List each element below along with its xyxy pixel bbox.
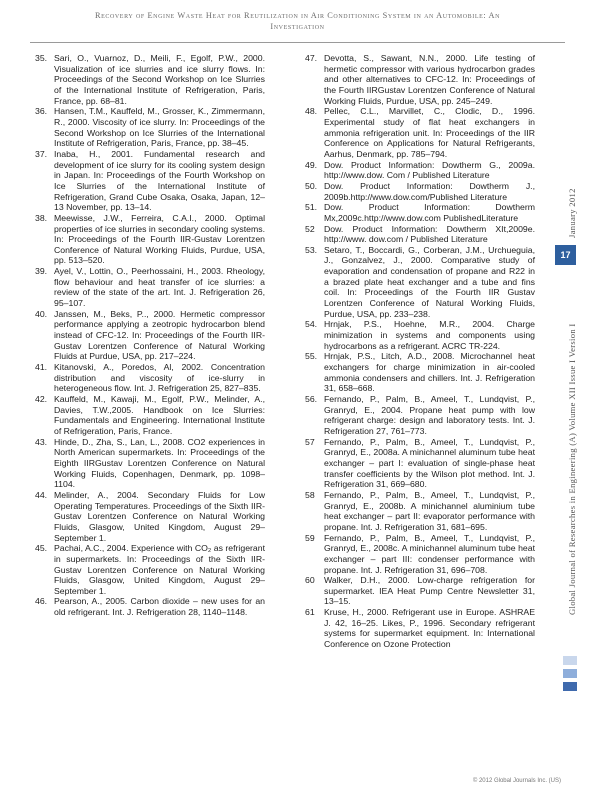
reference-entry — [305, 160, 535, 181]
reference-number: 42. — [35, 394, 48, 404]
reference-text: Hrnjak, P.S., Hoehne, M.R., 2004. Charge minimization in systems and components using hydrocarbons as a refrigerant. ACRC TR-224. — [324, 319, 535, 351]
sidebar-journal-title: Global Journal of Researches in Engineering (A) Volume XII Issue I Version I — [567, 323, 577, 615]
reference-text: Fernando, P., Palm, B., Ameel, T., Lundqvist, P., Granryd, E., 2008c. A minichannel aluminum tube heat exchanger – part III: condenser performance with propane. Int. J. Refrigeration 31, 696–708. — [324, 532, 535, 575]
reference-text: Pearson, A., 2005. Carbon dioxide – new uses for an old refrigerant. Int. J. Refrigeration 28, 1140–1148. — [54, 596, 265, 618]
reference-text: Dow. Product Information: Dowtherm J., 2009b.http://www.dow.com/Published Literature — [324, 180, 535, 202]
reference-number: 49. — [305, 159, 318, 170]
reference-entry — [305, 351, 535, 394]
reference-number: 59 — [305, 532, 315, 543]
reference-entry — [35, 543, 265, 596]
running-header-line1: Recovery of Engine Waste Heat for Reutilization in Air Conditioning System in an Automobile: An — [94, 11, 501, 20]
reference-text: Kauffeld, M., Kawaji, M., Egolf, P.W., Melinder, A., Davies, T.W.,2005. Handbook on Ice Slurries: Fundamentals and Engineering. International Institute of Refrigeration, Paris, France. — [54, 394, 265, 436]
reference-text: Inaba, H., 2001. Fundamental research and development of ice slurry for its cooling system design in Japan. In: Proceedings of the Fourth Workshop on Ice Slurries of the International Institute of Refrigeration, Grand Cube Osaka, Osaka, Japan, 12–13 November, pp. 13–14. — [54, 148, 265, 213]
reference-text: Dow. Product Information: Dowtherm G., 2009a. http://www.dow. Com / Published Literature — [324, 159, 535, 181]
reference-number: 58 — [305, 489, 315, 500]
reference-text: Kruse, H., 2000. Refrigerant use in Europe. ASHRAE J. 42, 16–25. Likes, P., 1996. Secondary refrigerant systems for supermarket equipment. In: International Conference on Ozone Protection — [324, 607, 535, 650]
reference-text: Dow. Product Information: Dowtherm Mx,2009c.http://www.dow.com PublishedLiterature — [324, 202, 535, 223]
reference-text: Devotta, S., Sawant, N.N., 2000. Life testing of hermetic compressor with various hydrocarbon grades and other alternatives to CFC-12. In: Proceedings of the Fourth IIRGustav Lorentzen Conference of Natural Working Fluids, Purdue, USA, pp. 245–249. — [324, 53, 535, 106]
reference-entry — [305, 437, 535, 490]
reference-text: Meewisse, J.W., Ferreira, C.A.I., 2000. Optimal properties of ice slurries in secondary cooling systems. In: Proceedings of the Fourth IIR-Gustav Lorentzen Conference of Natural Working Fluids, Purdue, USA, pp. 513–520. — [54, 212, 265, 266]
reference-entry — [35, 266, 265, 309]
reference-number: 44. — [35, 489, 48, 500]
reference-number: 47. — [305, 53, 318, 63]
reference-text: Sari, O., Vuarnoz, D., Meili, F., Egolf, P.W., 2000. Visualization of ice slurries and ice slurry flows. In: Proceedings of the Second Workshop on Ice Slurries of the International Institute of Refrigeration, Paris, France, pp. 68–81. — [54, 53, 265, 106]
reference-entry — [305, 319, 535, 351]
reference-number: 45. — [35, 543, 48, 554]
reference-entry — [35, 309, 265, 362]
reference-entry — [305, 533, 535, 576]
reference-entry — [305, 575, 535, 607]
reference-number: 38. — [35, 212, 48, 223]
reference-text: Melinder, A., 2004. Secondary Fluids for Low Operating Temperatures. Proceedings of the Sixth IIR-Gustav Lorentzen Conference on Natural Working Fluids, Glasgow, United Kingdom, August 29–September 1. — [54, 489, 265, 543]
reference-number: 37. — [35, 148, 48, 159]
reference-number: 61 — [305, 607, 315, 618]
reference-number: 60 — [305, 575, 315, 586]
reference-number: 43. — [35, 436, 48, 447]
decorative-square-light — [563, 656, 577, 665]
reference-text: Setaro, T., Boccardi, G., Corberan, J.M., Urchueguia, J., Gonzalvez, J., 2000. Comparative study of evaporation and condensation of propane and R22 in a brazed plate heat exchanger and a tube and fins coil. In: Proceedings of the Fourth IIR Gustav Lorentzen Conference of Natural Working Fluids, Purdue, USA, pp. 233–238. — [324, 244, 535, 319]
reference-entry — [305, 202, 535, 223]
reference-number: 53. — [305, 244, 318, 255]
decorative-square-mid — [563, 669, 577, 678]
reference-entry — [305, 181, 535, 202]
decorative-square-dark — [563, 682, 577, 691]
reference-entry — [35, 106, 265, 149]
reference-entry — [305, 394, 535, 437]
reference-entry — [35, 394, 265, 437]
reference-number: 41. — [35, 362, 48, 373]
reference-entry — [35, 213, 265, 266]
reference-text: Ayel, V., Lottin, O., Peerhossaini, H., 2003. Rheology, flow behaviour and heat transfer of ice slurries: a review of the state of the art. Int. J. Refrigeration 26, 95–107. — [54, 266, 265, 309]
references-right-column — [305, 53, 535, 650]
reference-number: 46. — [35, 596, 48, 607]
reference-text: Kitanovski, A., Poredos, Al, 2002. Concentration distribution and viscosity of ice-slurry in heterogeneous flow. Int. J. Refrigeration 25, 827–835. — [54, 362, 265, 394]
reference-entry — [305, 607, 535, 650]
reference-entry — [305, 53, 535, 106]
reference-number: 50. — [305, 180, 318, 191]
reference-entry — [305, 106, 535, 159]
running-header — [0, 10, 595, 32]
references-left-column — [35, 53, 265, 618]
reference-text: Janssen, M., Beks, P.., 2000. Hermetic compressor performance applying a zeotropic hydrocarbon blend instead of CFC-12. In: Proceedings of the Fourth IIR-Gustav Lorentzen Conference of Natural Working Fluids at Purdue, USA, pp. 217–224. — [54, 308, 265, 362]
reference-entry — [35, 362, 265, 394]
reference-number: 57 — [305, 436, 315, 447]
reference-number: 55. — [305, 351, 318, 362]
reference-entry — [35, 53, 265, 106]
reference-text: Pellec, C.L., Marvillet, C., Clodic, D., 1996. Experimental study of flat heat exchangers in ammonia refrigeration unit. In: Proceedings of the IIR Conference on Applications for Natural Refrigerants, Aarhus, Denmark, pp. 785–794. — [324, 106, 535, 159]
running-header-line2: Investigation — [270, 22, 325, 31]
copyright-footer: © 2012 Global Journals Inc. (US) — [472, 778, 561, 784]
header-divider — [30, 42, 565, 43]
reference-text: Walker, D.H., 2000. Low-charge refrigeration for supermarket. IEA Heat Pump Centre Newsletter 31, 13–15. — [324, 575, 535, 607]
reference-text: Hinde, D., Zha, S., Lan, L., 2008. CO2 experiences in North American supermarkets. In: Proceedings of the Eighth IIRGustav Lorentzen Conference on Natural Working Fluids, Copenhagen, Denmark, pp. 1098–1104. — [54, 436, 265, 490]
reference-number: 52 — [305, 223, 315, 234]
reference-number: 51. — [305, 202, 318, 213]
reference-entry — [35, 437, 265, 490]
reference-entry — [35, 490, 265, 543]
reference-number: 36. — [35, 106, 48, 117]
reference-text: Hrnjak, P.S., Litch, A.D., 2008. Microchannel heat exchangers for charge minimization in air-cooled ammonia condensers and chillers. Int. J. Refrigeration 31, 658–668. — [324, 351, 535, 394]
reference-entry — [305, 245, 535, 320]
reference-text: Dow. Product Information: Dowtherm XIt,2009e. http://www. dow.com / Published Literature — [324, 223, 535, 245]
sidebar-date: January 2012 — [567, 188, 577, 238]
reference-text: Pachai, A.C., 2004. Experience with CO₂ as refrigerant in supermarkets. In: Proceedings of the Sixth IIR-Gustav Lorentzen Conference on Natural Working Fluids, Glasgow, United Kingdom, August 29–September 1. — [54, 543, 265, 596]
reference-text: Fernando, P., Palm, B., Ameel, T., Lundqvist, P., Granryd, E., 2008b. A minichannel aluminium tube heat exchanger – part II: evaporator performance with propane. Int. J. Refrigeration 31, 681–695. — [324, 489, 535, 532]
reference-number: 56. — [305, 394, 318, 404]
reference-entry — [35, 149, 265, 213]
reference-text: Hansen, T.M., Kauffeld, M., Grosser, K., Zimmermann, R., 2000. Viscosity of ice slurry. In: Proceedings of the Second Workshop on Ice Slurries of the International Institute of Refrigeration, Paris, France, pp. 38–45. — [54, 106, 265, 149]
reference-number: 54. — [305, 319, 318, 330]
reference-text: Fernando, P., Palm, B., Ameel, T., Lundqvist, P., Granryd, E., 2008a. A minichannel aluminum tube heat exchanger – part I: evaluation of single-phase heat transfer coefficients by the Wilson plot method. Int. J. Refrigeration 31, 669–680. — [324, 436, 535, 490]
reference-text: Fernando, P., Palm, B., Ameel, T., Lundqvist, P., Granryd, E., 2004. Propane heat pump with low refrigerant charge: design and laboratory tests. Int. J. Refrigeration 27, 761–773. — [324, 394, 535, 436]
reference-entry — [305, 490, 535, 533]
reference-number: 40. — [35, 308, 48, 319]
page-number-badge: 17 — [555, 245, 576, 265]
reference-number: 48. — [305, 106, 318, 117]
reference-entry — [305, 224, 535, 245]
reference-number: 35. — [35, 53, 48, 63]
reference-entry — [35, 596, 265, 617]
reference-number: 39. — [35, 266, 48, 277]
